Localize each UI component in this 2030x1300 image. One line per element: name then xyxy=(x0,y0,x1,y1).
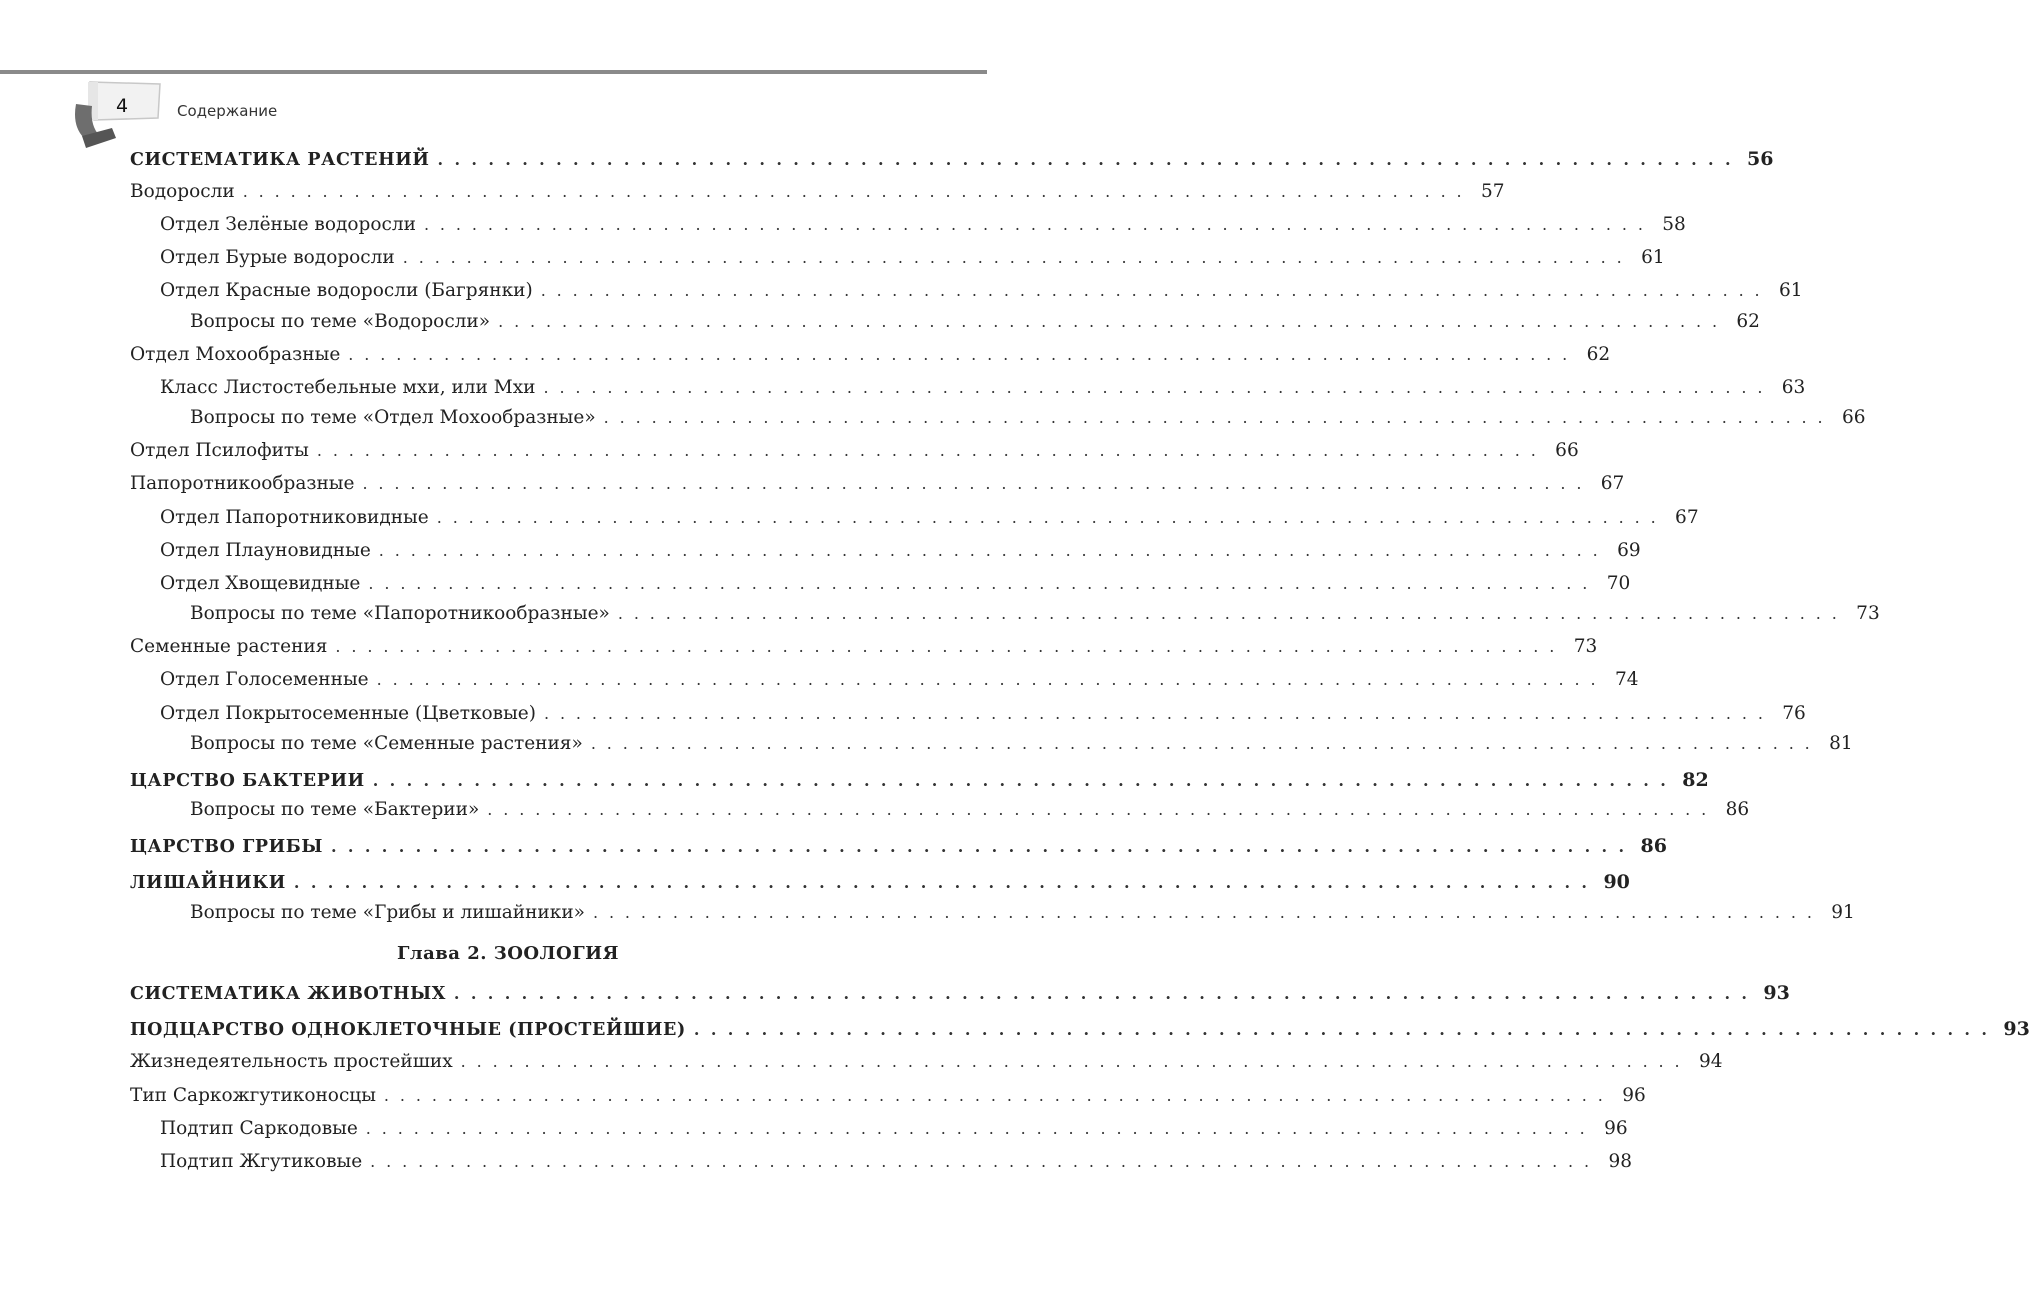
toc-entry-page: 90 xyxy=(1603,871,1630,893)
toc-entry-page: 67 xyxy=(1600,473,1625,494)
toc-entry-title: ПОДЦАРСТВО ОДНОКЛЕТОЧНЫЕ (ПРОСТЕЙШИЕ) xyxy=(130,1020,686,1040)
toc-entry-title: СИСТЕМАТИКА ЖИВОТНЫХ xyxy=(130,984,446,1004)
dot-leader: . . . . . . . . . . . . . . . . . . . . . . . . . . . . . . . . . . . . . . . . . . . . . . . . . . . . . . . . . . . . . . . . . . . . . . . . . . . . . xyxy=(378,541,1601,560)
page-number: 4 xyxy=(115,95,129,117)
toc-entry-page: 66 xyxy=(1555,440,1579,461)
toc-entry-title: Отдел Покрытосеменные (Цветковые) xyxy=(160,703,536,724)
toc-entry-page: 57 xyxy=(1481,181,1505,202)
dot-leader: . . . . . . . . . . . . . . . . . . . . . . . . . . . . . . . . . . . . . . . . . . . . . . . . . . . . . . . . . . . . . . . . . . . . . . . . . . . . . xyxy=(603,408,1826,427)
toc-entry-page: 93 xyxy=(1763,982,1790,1004)
toc-entry-page: 76 xyxy=(1782,703,1806,724)
toc-entry[interactable] xyxy=(160,245,1665,271)
toc-entry[interactable] xyxy=(160,571,1631,597)
toc-entry-title: Отдел Плауновидные xyxy=(160,540,371,561)
toc-entry-page: 74 xyxy=(1614,669,1639,690)
dot-leader: . . . . . . . . . . . . . . . . . . . . . . . . . . . . . . . . . . . . . . . . . . . . . . . . . . . . . . . . . . . . . . . . . . . . . . . . . . . . . xyxy=(436,508,1659,527)
dot-leader: . . . . . . . . . . . . . . . . . . . . . . . . . . . . . . . . . . . . . . . . . . . . . . . . . . . . . . . . . . . . . . . . . . . . . . . . . . . . . xyxy=(540,281,1763,300)
section-title: Содержание xyxy=(177,102,278,120)
toc-entry[interactable] xyxy=(190,309,1760,335)
toc-entry[interactable] xyxy=(130,1049,1723,1075)
toc-entry-page: 67 xyxy=(1675,507,1699,528)
toc-entry-title: Вопросы по теме «Водоросли» xyxy=(190,311,491,332)
dot-leader: . . . . . . . . . . . . . . . . . . . . . . . . . . . . . . . . . . . . . . . . . . . . . . . . . . . . . . . . . . . . . . . . . . . . . . . . . . . . . xyxy=(348,345,1571,364)
toc-entry-title: Вопросы по теме «Грибы и лишайники» xyxy=(190,902,585,923)
chapter-heading: Глава 2. ЗООЛОГИЯ xyxy=(396,943,620,964)
dot-leader: . . . . . . . . . . . . . . . . . . . . . . . . . . . . . . . . . . . . . . . . . . . . . . . . . . . . . . . . . . . . . . . . . . . . . . . . . . . . . xyxy=(543,378,1766,397)
toc-entry-page: 73 xyxy=(1856,603,1880,624)
toc-entry-title: Отдел Голосеменные xyxy=(160,669,369,690)
dot-leader: . . . . . . . . . . . . . . . . . . . . . . . . . . . . . . . . . . . . . . . . . . . . . . . . . . . . . . . . . . . . . . . . . . . . . . . . . . . . . xyxy=(617,604,1840,623)
toc-entry-title: Отдел Красные водоросли (Багрянки) xyxy=(160,280,533,301)
toc-entry[interactable] xyxy=(130,1083,1646,1109)
dot-leader: . . . . . . . . . . . . . . . . . . . . . . . . . . . . . . . . . . . . . . . . . . . . . . . . . . . . . . . . . . . . . . . . . . . . . . . . . . . . . xyxy=(498,312,1720,331)
toc-entry-page: 73 xyxy=(1573,636,1598,657)
toc-entry[interactable] xyxy=(190,731,1853,757)
toc-entry-page: 96 xyxy=(1622,1085,1646,1106)
toc-entry-title: Подтип Саркодовые xyxy=(160,1118,358,1139)
dot-leader: . . . . . . . . . . . . . . . . . . . . . . . . . . . . . . . . . . . . . . . . . . . . . . . . . . . . . . . . . . . . . . . . . . . . . . . . . . . . . xyxy=(242,182,1465,201)
toc-entry[interactable] xyxy=(160,375,1806,401)
dot-leader: . . . . . . . . . . . . . . . . . . . . . . . . . . . . . . . . . . . . . . . . . . . . . . . . . . . . . . . . . . . . . . . . . . . . . . . . . . . . . xyxy=(370,1152,1593,1171)
toc-entry-page: 61 xyxy=(1779,280,1803,301)
toc-entry-title: Тип Саркожгутиконосцы xyxy=(130,1085,376,1106)
dot-leader: . . . . . . . . . . . . . . . . . . . . . . . . . . . . . . . . . . . . . . . . . . . . . . . . . . . . . . . . . . . . . . . . . . . . . . . . . . . . . xyxy=(592,903,1815,922)
toc-entry[interactable] xyxy=(130,833,1667,859)
toc-entry[interactable] xyxy=(130,146,1774,172)
toc-entry-title: Вопросы по теме «Папоротникообразные» xyxy=(190,603,610,624)
dot-leader: . . . . . . . . . . . . . . . . . . . . . . . . . . . . . . . . . . . . . . . . . . . . . . . . . . . . . . . . . . . . . . . . . . . . . . . . . . . . . xyxy=(368,574,1591,593)
toc-entry-page: 63 xyxy=(1781,377,1806,398)
toc-entry-page: 91 xyxy=(1831,902,1855,923)
toc-entry-title: Отдел Бурые водоросли xyxy=(160,247,395,268)
toc-entry-title: Вопросы по теме «Бактерии» xyxy=(190,799,480,820)
toc-entry-title: ЛИШАЙНИКИ xyxy=(130,873,286,893)
toc-entry-title: Вопросы по теме «Семенные растения» xyxy=(190,733,583,754)
toc-entry-title: Отдел Хвощевидные xyxy=(160,573,361,594)
toc-entry[interactable] xyxy=(130,471,1625,497)
toc-entry[interactable] xyxy=(130,179,1505,205)
toc-entry[interactable] xyxy=(130,634,1598,660)
toc-entry-page: 96 xyxy=(1604,1118,1628,1139)
dot-leader: . . . . . . . . . . . . . . . . . . . . . . . . . . . . . . . . . . . . . . . . . . . . . . . . . . . . . . . . . . . . . . . . . . . . . . . . . . . . . xyxy=(372,771,1669,790)
toc-entry-page: 86 xyxy=(1725,799,1750,820)
toc-entry[interactable] xyxy=(130,767,1709,793)
toc-entry-title: Водоросли xyxy=(130,181,235,202)
toc-entry-title: Подтип Жгутиковые xyxy=(160,1151,363,1172)
toc-entry-title: Отдел Зелёные водоросли xyxy=(160,214,416,235)
dot-leader: . . . . . . . . . . . . . . . . . . . . . . . . . . . . . . . . . . . . . . . . . . . . . . . . . . . . . . . . . . . . . . . . . . . . . . . . . . . . . xyxy=(362,474,1585,493)
toc-entry[interactable] xyxy=(130,869,1630,895)
toc-entry[interactable] xyxy=(160,278,1803,304)
dot-leader: . . . . . . . . . . . . . . . . . . . . . . . . . . . . . . . . . . . . . . . . . . . . . . . . . . . . . . . . . . . . . . . . . . . . . . . . . . . . . xyxy=(402,248,1625,267)
toc-entry-page: 69 xyxy=(1617,540,1641,561)
dot-leader: . . . . . . . . . . . . . . . . . . . . . . . . . . . . . . . . . . . . . . . . . . . . . . . . . . . . . . . . . . . . . . . . . . . . . . . . . . . . . xyxy=(590,734,1813,753)
toc-entry[interactable] xyxy=(190,797,1750,823)
toc-entry-page: 66 xyxy=(1841,407,1866,428)
toc-entry-title: СИСТЕМАТИКА РАСТЕНИЙ xyxy=(130,150,430,170)
toc-entry[interactable] xyxy=(160,505,1699,531)
toc-entry-page: 82 xyxy=(1682,769,1709,791)
toc-entry-page: 56 xyxy=(1747,148,1774,170)
toc-entry-page: 58 xyxy=(1662,214,1686,235)
toc-entry-title: Вопросы по теме «Отдел Мохообразные» xyxy=(190,407,596,428)
dot-leader: . . . . . . . . . . . . . . . . . . . . . . . . . . . . . . . . . . . . . . . . . . . . . . . . . . . . . . . . . . . . . . . . . . . . . . . . . . . . . xyxy=(293,873,1590,892)
dot-leader: . . . . . . . . . . . . . . . . . . . . . . . . . . . . . . . . . . . . . . . . . . . . . . . . . . . . . . . . . . . . . . . . . . . . . . . . . . . . . xyxy=(460,1052,1683,1071)
dot-leader: . . . . . . . . . . . . . . . . . . . . . . . . . . . . . . . . . . . . . . . . . . . . . . . . . . . . . . . . . . . . . . . . . . . . . . . . . . . . . xyxy=(335,637,1558,656)
toc-entry-page: 93 xyxy=(2003,1018,2030,1040)
toc-entry-page: 94 xyxy=(1698,1051,1723,1072)
toc-entry-title: Класс Листостебельные мхи, или Мхи xyxy=(160,377,536,398)
dot-leader: . . . . . . . . . . . . . . . . . . . . . . . . . . . . . . . . . . . . . . . . . . . . . . . . . . . . . . . . . . . . . . . . . . . . . . . . . . . . . xyxy=(365,1119,1588,1138)
toc-entry[interactable] xyxy=(190,601,1880,627)
toc-entry-title: Семенные растения xyxy=(130,636,328,657)
toc-entry[interactable] xyxy=(190,405,1866,431)
toc-entry-title: Отдел Папоротниковидные xyxy=(160,507,429,528)
toc-entry-page: 98 xyxy=(1608,1151,1633,1172)
toc-entry-title: Отдел Мохообразные xyxy=(130,344,341,365)
dot-leader: . . . . . . . . . . . . . . . . . . . . . . . . . . . . . . . . . . . . . . . . . . . . . . . . . . . . . . . . . . . . . . . . . . . . . . . . . . . . . xyxy=(693,1020,1990,1039)
toc-entry[interactable] xyxy=(160,667,1639,693)
toc-entry[interactable] xyxy=(160,212,1686,238)
dot-leader: . . . . . . . . . . . . . . . . . . . . . . . . . . . . . . . . . . . . . . . . . . . . . . . . . . . . . . . . . . . . . . . . . . . . . . . . . . . . . xyxy=(437,150,1734,169)
toc-entry-title: Папоротникообразные xyxy=(130,473,355,494)
dot-leader: . . . . . . . . . . . . . . . . . . . . . . . . . . . . . . . . . . . . . . . . . . . . . . . . . . . . . . . . . . . . . . . . . . . . . . . . . . . . . xyxy=(330,837,1627,856)
toc-entry-page: 81 xyxy=(1829,733,1853,754)
dot-leader: . . . . . . . . . . . . . . . . . . . . . . . . . . . . . . . . . . . . . . . . . . . . . . . . . . . . . . . . . . . . . . . . . . . . . . . . . . . . . xyxy=(453,984,1750,1003)
dot-leader: . . . . . . . . . . . . . . . . . . . . . . . . . . . . . . . . . . . . . . . . . . . . . . . . . . . . . . . . . . . . . . . . . . . . . . . . . . . . . xyxy=(423,215,1646,234)
toc-entry-title: Отдел Псилофиты xyxy=(130,440,309,461)
dot-leader: . . . . . . . . . . . . . . . . . . . . . . . . . . . . . . . . . . . . . . . . . . . . . . . . . . . . . . . . . . . . . . . . . . . . . . . . . . . . . xyxy=(383,1086,1606,1105)
toc-entry-title: ЦАРСТВО ГРИБЫ xyxy=(130,837,323,857)
dot-leader: . . . . . . . . . . . . . . . . . . . . . . . . . . . . . . . . . . . . . . . . . . . . . . . . . . . . . . . . . . . . . . . . . . . . . . . . . . . . . xyxy=(487,800,1710,819)
toc-entry[interactable] xyxy=(130,438,1579,464)
toc-entry[interactable] xyxy=(160,1116,1628,1142)
toc-entry-page: 70 xyxy=(1606,573,1631,594)
toc-entry[interactable] xyxy=(130,342,1611,368)
toc-entry-title: ЦАРСТВО БАКТЕРИИ xyxy=(130,771,365,791)
dot-leader: . . . . . . . . . . . . . . . . . . . . . . . . . . . . . . . . . . . . . . . . . . . . . . . . . . . . . . . . . . . . . . . . . . . . . . . . . . . . . xyxy=(543,704,1766,723)
toc-entry-page: 61 xyxy=(1641,247,1665,268)
toc-entry-page: 86 xyxy=(1640,835,1667,857)
dot-leader: . . . . . . . . . . . . . . . . . . . . . . . . . . . . . . . . . . . . . . . . . . . . . . . . . . . . . . . . . . . . . . . . . . . . . . . . . . . . . xyxy=(376,670,1599,689)
toc-entry[interactable] xyxy=(160,701,1806,727)
toc-entry[interactable] xyxy=(130,980,1790,1006)
dot-leader: . . . . . . . . . . . . . . . . . . . . . . . . . . . . . . . . . . . . . . . . . . . . . . . . . . . . . . . . . . . . . . . . . . . . . . . . . . . . . xyxy=(316,441,1539,460)
toc-entry[interactable] xyxy=(160,538,1641,564)
toc-entry-page: 62 xyxy=(1586,344,1611,365)
toc-entry[interactable] xyxy=(190,900,1855,926)
toc-entry[interactable] xyxy=(160,1149,1633,1175)
toc-entry-page: 62 xyxy=(1736,311,1760,332)
toc-entry-title: Жизнедеятельность простейших xyxy=(130,1051,453,1072)
toc-entry[interactable] xyxy=(130,1016,2030,1042)
